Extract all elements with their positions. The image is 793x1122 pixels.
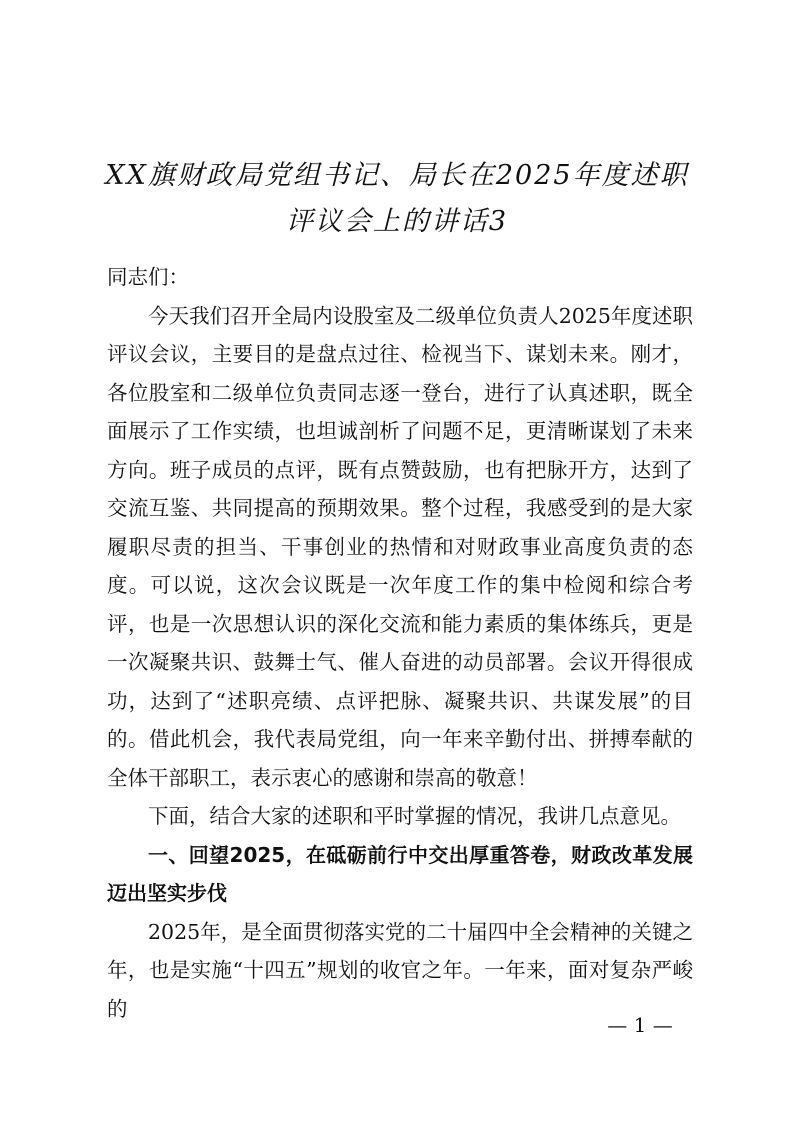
salutation: 同志们： bbox=[107, 265, 189, 289]
body-paragraph-3: 2025年，是全面贯彻落实党的二十届四中全会精神的关键之年，也是实施“十四五”规划的收官之年。一年来，面对复杂严峻的 bbox=[107, 919, 693, 1021]
body-paragraph-1: 今天我们召开全局内设股室及二级单位负责人2025年度述职评议会议，主要目的是盘点过往、检视当下、谋划未来。刚才，各位股室和二级单位负责同志逐一登台，进行了认真述职，既全面展示了工作实绩，也坦诚剖析了问题不足，更清晰谋划了未来方向。班子成员的点评，既有点赞鼓励，也有把脉开方，达到了交流互鉴、共同提高的预期效果。整个过程，我感受到的是大家履职尽责的担当、干事创业的热情和对财政事业高度负责的态度。可以说，这次会议既是一次年度工作的集中检阅和综合考评，也是一次思想认识的深化交流和能力素质的集体练兵，更是一次凝聚共识、鼓舞士气、催人奋进的动员部署。会议开得很成功，达到了“述职亮绩、点评把脉、凝聚共识、共谋发展”的目的。借此机会，我代表局党组，向一年来辛勤付出、拼搏奉献的全体干部职工，表示衷心的感谢和崇高的敬意！ bbox=[107, 303, 693, 790]
page-number: — 1 — bbox=[607, 1013, 673, 1037]
section-heading-1: 一、回望2025，在砥砺前行中交出厚重答卷，财政改革发展迈出坚实步伐 bbox=[107, 842, 693, 905]
body-paragraph-2: 下面，结合大家的述职和平时掌握的情况，我讲几点意见。 bbox=[148, 804, 681, 828]
document-body bbox=[107, 258, 693, 1028]
document-title-line-1: XX旗财政局党组书记、局长在2025年度述职 bbox=[105, 160, 689, 191]
document-title-line-2: 评议会上的讲话3 bbox=[285, 206, 509, 237]
